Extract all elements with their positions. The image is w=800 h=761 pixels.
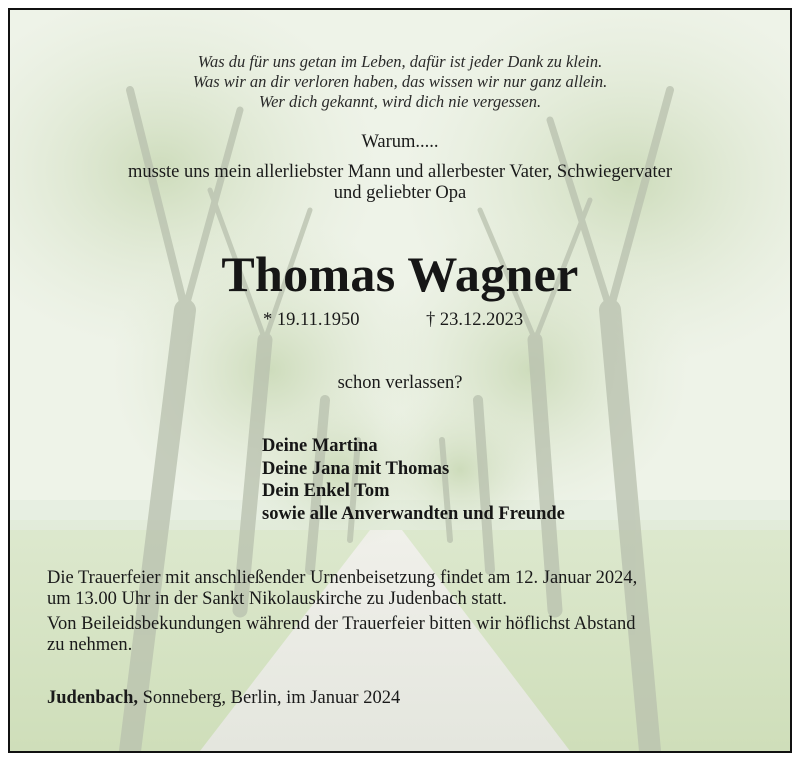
place-date-line (47, 688, 400, 709)
birth-date: * 19.11.1950 (263, 310, 360, 330)
poem-line-3: Wer dich gekannt, wird dich nie vergessen. (258, 92, 542, 111)
obituary-text (10, 10, 790, 751)
mourner-line: Deine Jana mit Thomas (262, 458, 450, 479)
mourners-list (262, 435, 565, 525)
poem-line-1: Was du für uns getan im Leben, dafür ist jeder Dank zu klein. (197, 52, 603, 71)
obituary-card (8, 8, 792, 753)
intro-line-1: musste uns mein allerliebster Mann und allerbester Vater, Schwiegervater (128, 162, 672, 182)
poem (10, 52, 790, 112)
mourner-line: Dein Enkel Tom (262, 481, 390, 501)
mourner-line: Deine Martina (262, 436, 378, 456)
condolence-line-1: Von Beileidsbekundungen während der Trauerfeier bitten wir höflichst Abstand (47, 614, 636, 634)
place-rest: Sonneberg, Berlin, im Januar 2024 (138, 688, 401, 708)
question-end: schon verlassen? (337, 373, 463, 393)
intro-line-2: und geliebter Opa (333, 183, 467, 203)
mourner-line: sowie alle Anverwandten und Freunde (262, 503, 565, 524)
poem-line-2: Was wir an dir verloren haben, das wissen wir nur ganz allein. (192, 72, 608, 91)
funeral-info (47, 568, 637, 656)
deceased-name: Thomas Wagner (221, 246, 579, 302)
warum-line: Warum..... (361, 132, 439, 152)
funeral-line-2: um 13.00 Uhr in der Sankt Nikolauskirche zu Judenbach statt. (47, 589, 507, 609)
place-bold: Judenbach, (47, 688, 138, 708)
death-date: † 23.12.2023 (426, 310, 524, 330)
condolence-line-2: zu nehmen. (47, 635, 133, 655)
funeral-line-1: Die Trauerfeier mit anschließender Urnenbeisetzung findet am 12. Januar 2024, (47, 568, 638, 588)
